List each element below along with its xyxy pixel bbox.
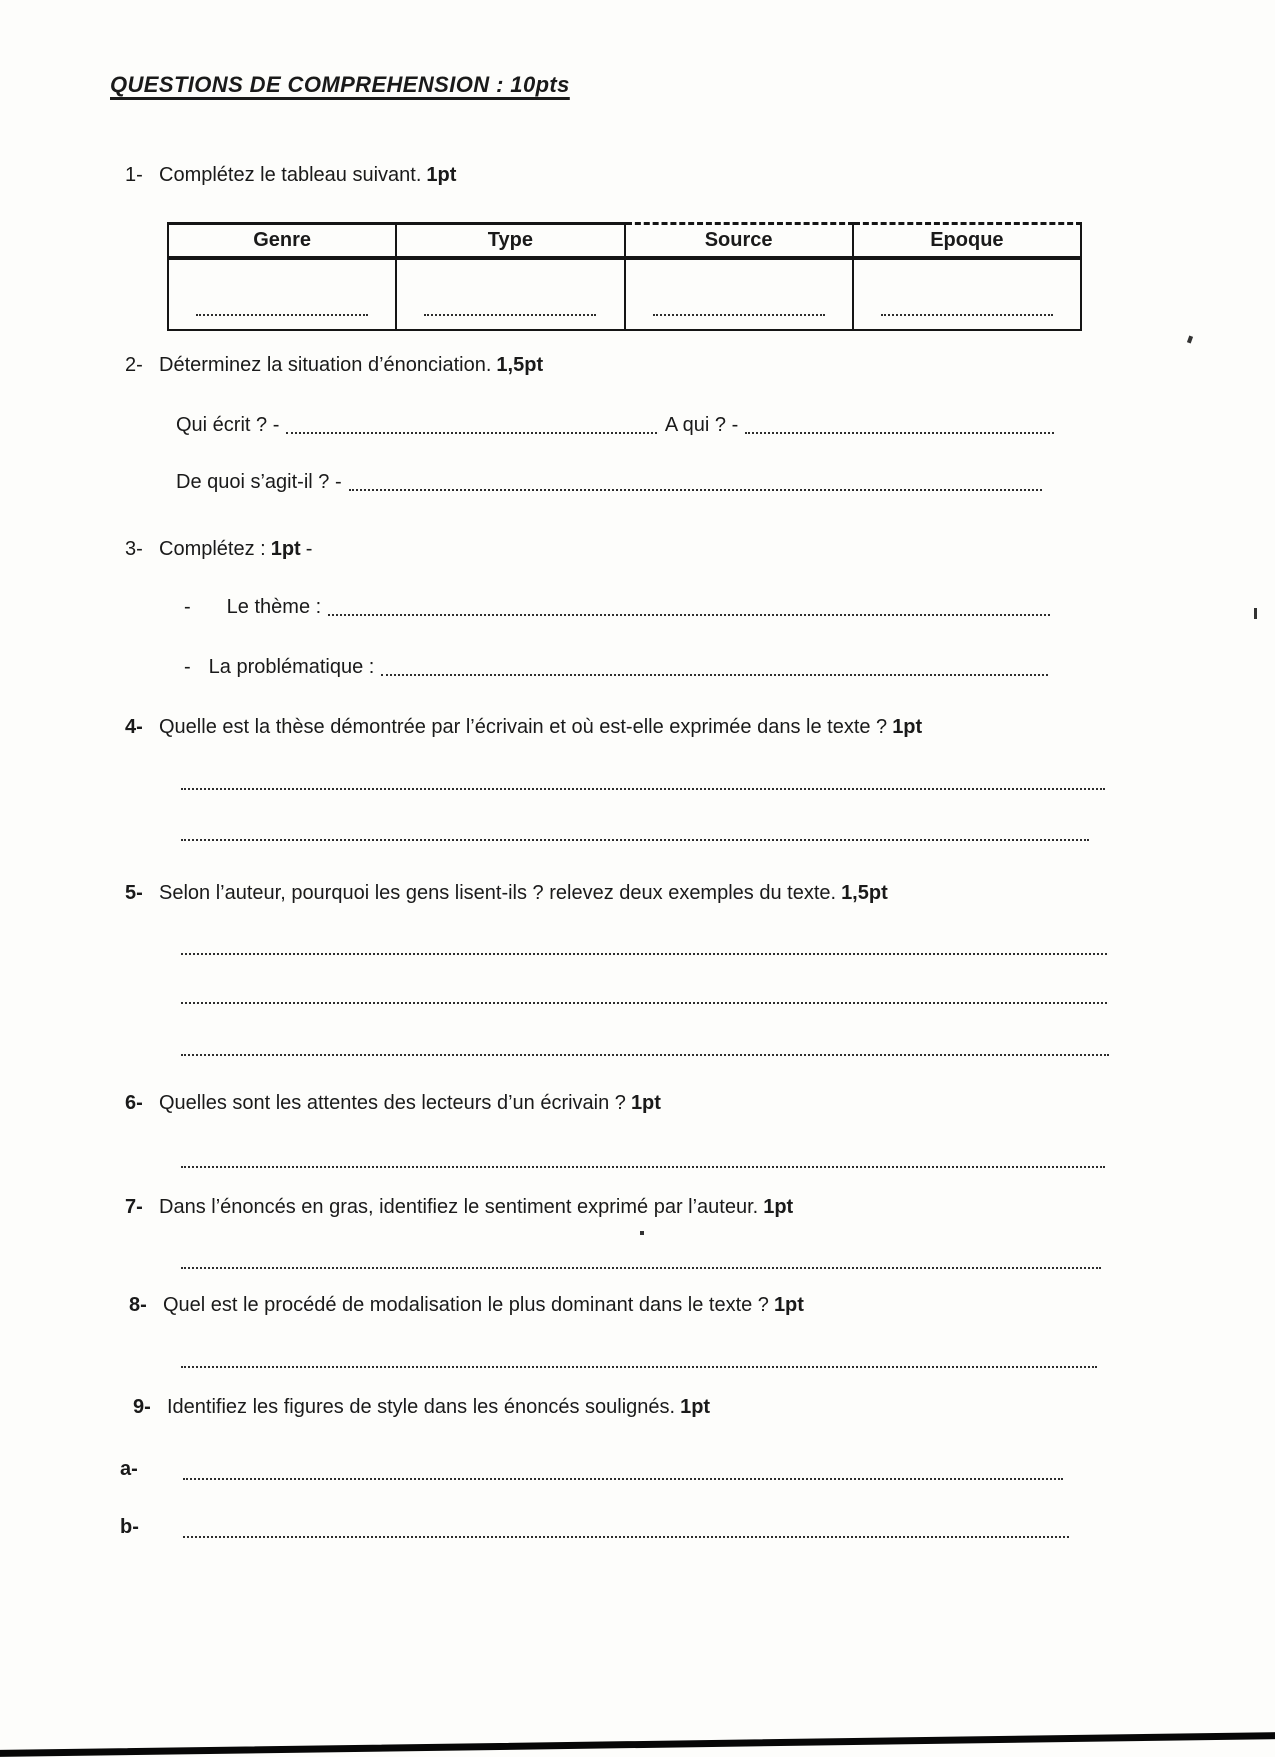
table-header-epoque: Epoque bbox=[853, 224, 1081, 259]
question-9-text: Identifiez les figures de style dans les énoncés soulignés. bbox=[167, 1396, 676, 1418]
problematique-label: La problématique : bbox=[208, 656, 375, 678]
question-3-suffix: - bbox=[305, 538, 313, 560]
question-8-text: Quel est le procédé de modalisation le plus dominant dans le texte ? bbox=[163, 1294, 769, 1316]
scan-speck bbox=[1254, 608, 1257, 619]
question-1-points: 1pt bbox=[426, 164, 457, 186]
table-header-row bbox=[168, 224, 1081, 259]
question-8 bbox=[129, 1294, 804, 1317]
answer-b-label: b- bbox=[120, 1516, 139, 1538]
answer-line bbox=[183, 1536, 1069, 1538]
table-header-genre: Genre bbox=[168, 224, 396, 259]
question-3-text: Complétez : bbox=[159, 538, 266, 560]
theme-row bbox=[184, 596, 1050, 619]
question-3-number: 3- bbox=[125, 538, 143, 560]
answer-line bbox=[183, 1478, 1063, 1480]
answer-line bbox=[881, 314, 1053, 316]
question-9-points: 1pt bbox=[680, 1396, 711, 1418]
about-what-label: De quoi s’agit-il ? - bbox=[176, 471, 342, 493]
answer-line bbox=[328, 608, 1050, 616]
who-writes-label: Qui écrit ? - bbox=[176, 414, 280, 436]
question-5-text: Selon l’auteur, pourquoi les gens lisent-ils ? relevez deux exemples du texte. bbox=[159, 882, 837, 904]
scan-speck bbox=[1187, 336, 1193, 344]
question-9 bbox=[133, 1396, 710, 1419]
question-2-points: 1,5pt bbox=[496, 354, 544, 376]
answer-a-label: a- bbox=[120, 1458, 138, 1480]
question-5-number: 5- bbox=[125, 882, 143, 904]
scan-edge-line bbox=[0, 1732, 1275, 1757]
table-answer-row bbox=[168, 258, 1081, 330]
answer-line bbox=[653, 314, 825, 316]
question-4-text: Quelle est la thèse démontrée par l’écrivain et où est-elle exprimée dans le texte ? bbox=[159, 716, 888, 738]
question-2-text: Déterminez la situation d’énonciation. bbox=[159, 354, 492, 376]
question-2-number: 2- bbox=[125, 354, 143, 376]
question-8-points: 1pt bbox=[773, 1294, 804, 1316]
question-4-number: 4- bbox=[125, 716, 143, 738]
question-4 bbox=[125, 716, 922, 739]
theme-label: Le thème : bbox=[226, 596, 322, 618]
table-header-type: Type bbox=[396, 224, 624, 259]
question-1 bbox=[125, 164, 456, 187]
genre-type-source-epoque-table bbox=[167, 222, 1082, 331]
question-6-text: Quelles sont les attentes des lecteurs d’un écrivain ? bbox=[159, 1092, 626, 1114]
question-6-points: 1pt bbox=[630, 1092, 661, 1114]
answer-line bbox=[196, 314, 368, 316]
answer-line bbox=[349, 483, 1042, 491]
answer-line bbox=[286, 426, 657, 434]
question-7-points: 1pt bbox=[763, 1196, 794, 1218]
table-cell-source bbox=[625, 258, 853, 330]
table-cell-genre bbox=[168, 258, 396, 330]
question-9-number: 9- bbox=[133, 1396, 151, 1418]
answer-line bbox=[181, 1366, 1097, 1368]
answer-line bbox=[181, 1267, 1101, 1269]
question-3 bbox=[125, 538, 312, 561]
question-7 bbox=[125, 1196, 793, 1219]
answer-line bbox=[181, 788, 1105, 790]
question-4-points: 1pt bbox=[892, 716, 923, 738]
answer-line bbox=[181, 1166, 1105, 1168]
question-6 bbox=[125, 1092, 661, 1115]
answer-line bbox=[181, 1002, 1107, 1004]
answer-line bbox=[745, 426, 1054, 434]
page-title: QUESTIONS DE COMPREHENSION : 10pts bbox=[110, 72, 570, 97]
table-header-source: Source bbox=[625, 224, 853, 259]
answer-line bbox=[381, 668, 1048, 676]
question-2 bbox=[125, 354, 543, 377]
enonciation-who-row bbox=[176, 414, 1054, 437]
bullet-dash: - bbox=[184, 596, 191, 618]
answer-line bbox=[181, 1054, 1109, 1056]
question-3-points: 1pt bbox=[270, 538, 301, 560]
to-whom-label: A qui ? - bbox=[664, 414, 739, 436]
problematique-row bbox=[184, 656, 1048, 679]
question-1-text: Complétez le tableau suivant. bbox=[159, 164, 422, 186]
question-5 bbox=[125, 882, 888, 905]
table-cell-epoque bbox=[853, 258, 1081, 330]
answer-line bbox=[424, 314, 596, 316]
question-7-number: 7- bbox=[125, 1196, 143, 1218]
scan-speck bbox=[640, 1231, 644, 1235]
question-1-number: 1- bbox=[125, 164, 143, 186]
answer-line bbox=[181, 953, 1107, 955]
question-6-number: 6- bbox=[125, 1092, 143, 1114]
answer-line bbox=[181, 839, 1089, 841]
enonciation-what-row bbox=[176, 471, 1042, 494]
question-8-number: 8- bbox=[129, 1294, 147, 1316]
bullet-dash: - bbox=[184, 656, 191, 678]
question-7-text: Dans l’énoncés en gras, identifiez le sentiment exprimé par l’auteur. bbox=[159, 1196, 759, 1218]
question-5-points: 1,5pt bbox=[841, 882, 888, 904]
table-cell-type bbox=[396, 258, 624, 330]
